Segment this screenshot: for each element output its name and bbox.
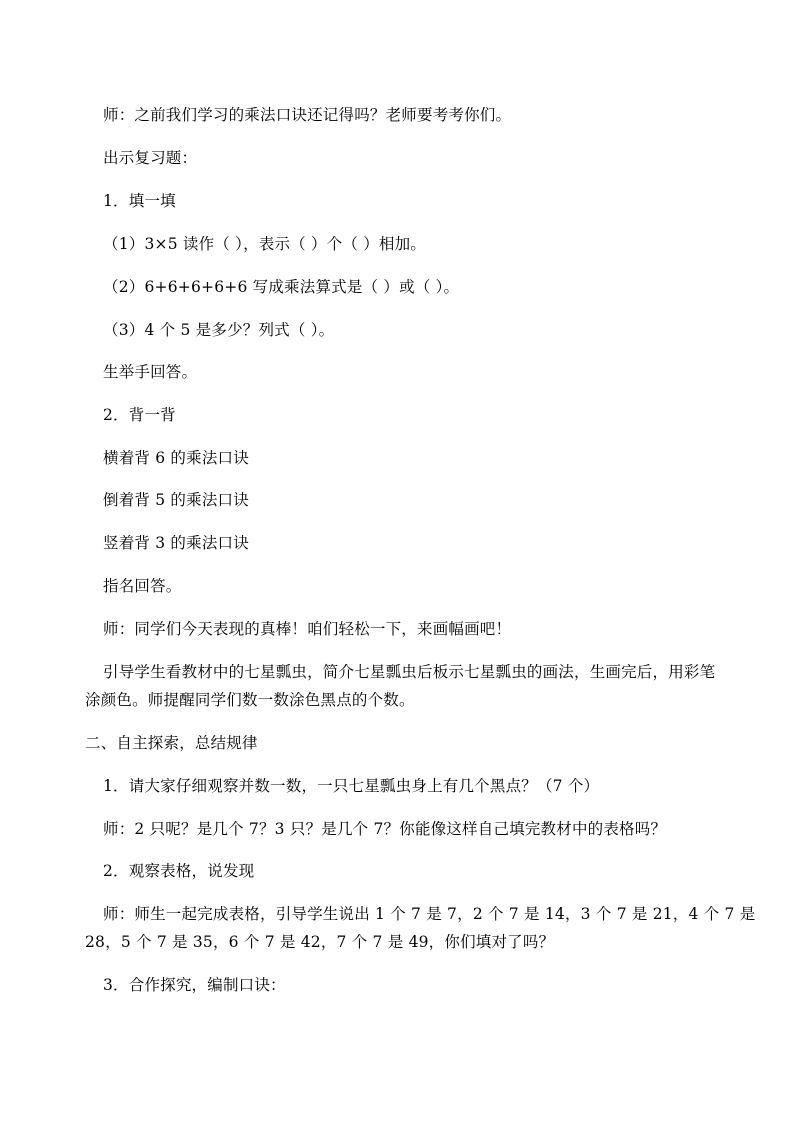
text-line: 28，5 个 7 是 35，6 个 7 是 42，7 个 7 是 49，你们填对了吗？ — [85, 933, 555, 951]
text-line: 出示复习题： — [103, 149, 198, 167]
text-line: 生举手回答。 — [103, 363, 198, 381]
text-line: 师：之前我们学习的乘法口诀还记得吗？老师要考考你们。 — [103, 106, 512, 124]
text-line: 1．请大家仔细观察并数一数，一只七星瓢虫身上有几个黑点？（7 个） — [103, 777, 600, 795]
text-line: （2）6+6+6+6+6 写成乘法算式是（ ）或（ ）。 — [103, 278, 460, 296]
text-line: 竖着背 3 的乘法口诀 — [103, 534, 249, 552]
text-line: 指名回答。 — [103, 577, 182, 595]
text-line: 倒着背 5 的乘法口诀 — [103, 491, 249, 509]
text-line: （3）4 个 5 是多少？列式（ ）。 — [103, 321, 335, 339]
text-line: 横着背 6 的乘法口诀 — [103, 449, 249, 467]
text-line: 涂颜色。师提醒同学们数一数涂色黑点的个数。 — [85, 691, 415, 709]
text-line: 1．填一填 — [103, 192, 176, 210]
text-line: 师：同学们今天表现的真棒！咱们轻松一下，来画幅画吧！ — [103, 620, 512, 638]
text-line: 2．背一背 — [103, 406, 176, 424]
text-line: 师：师生一起完成表格，引导学生说出 1 个 7 是 7，2 个 7 是 14，3 个 7 是 21，4 个 7 是 — [103, 905, 756, 923]
text-line: 引导学生看教材中的七星瓢虫，简介七星瓢虫后板示七星瓢虫的画法，生画完后，用彩笔 — [103, 663, 716, 681]
text-line: （1）3×5 读作（ ），表示（ ）个（ ）相加。 — [103, 235, 427, 253]
text-line: 2．观察表格，说发现 — [103, 862, 255, 880]
section-heading: 二、自主探索，总结规律 — [85, 734, 258, 752]
text-line: 3．合作探究，编制口诀： — [103, 976, 286, 994]
text-line: 师：2 只呢？是几个 7？3 只？是几个 7？你能像这样自己填完教材中的表格吗？ — [103, 820, 667, 838]
